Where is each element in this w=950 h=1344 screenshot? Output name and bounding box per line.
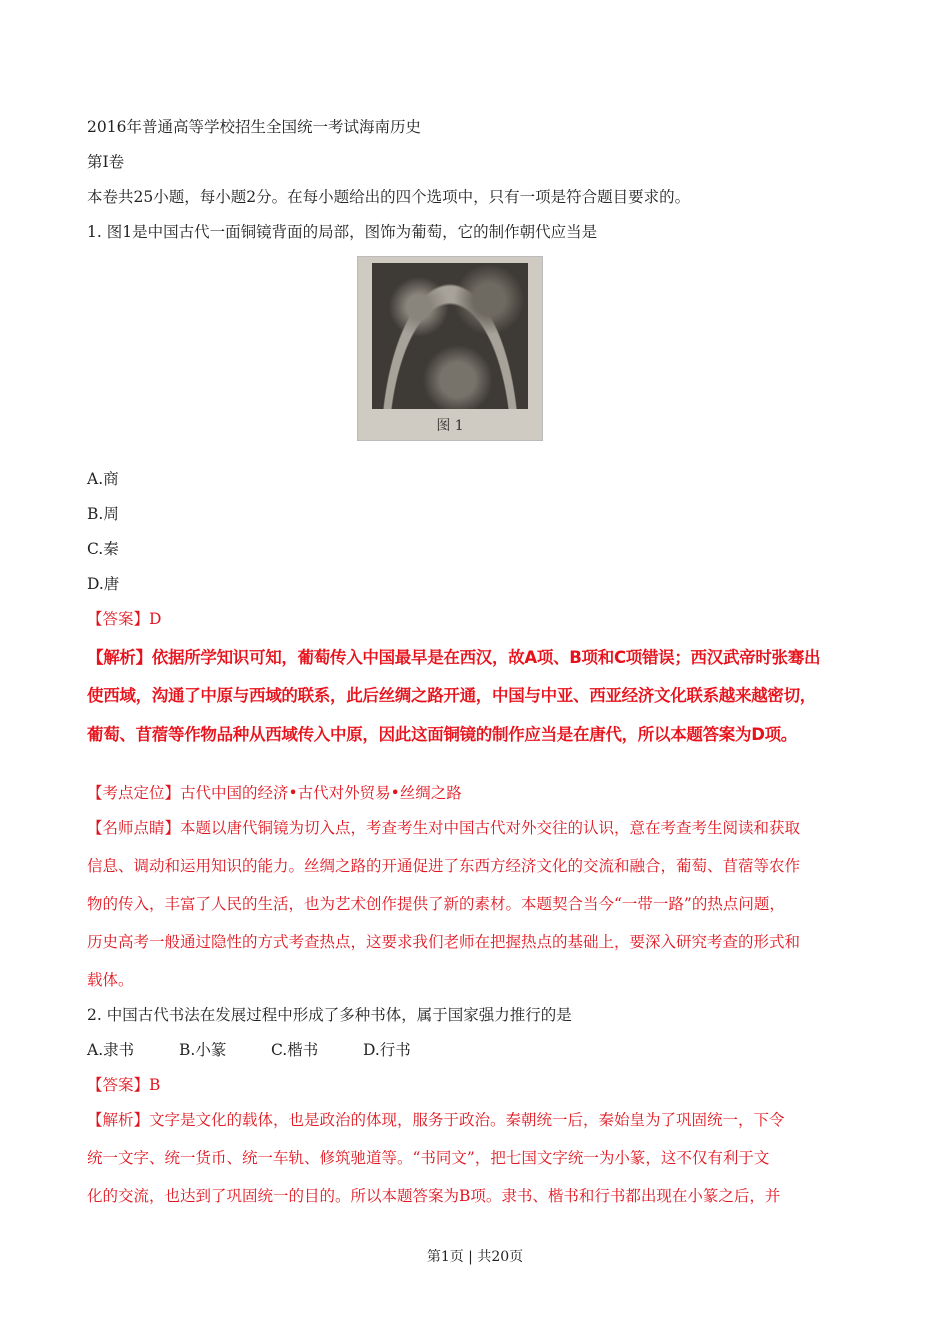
q1-option-b: B.周 [87, 505, 119, 523]
q1-option-d: D.唐 [87, 575, 120, 593]
q2-analysis-line: 化的交流，也达到了巩固统一的目的。所以本题答案为B项。隶书、楷书和行书都出现在小篆之后，并 [87, 1187, 781, 1205]
q1-analysis-line: 葡萄、苜蓿等作物品种从西域传入中原，因此这面铜镜的制作应当是在唐代，所以本题答案为D项。 [87, 725, 797, 744]
section-heading: 第Ⅰ卷 [87, 153, 125, 171]
q1-option-c: C.秦 [87, 540, 119, 558]
q1-teacher-comment-line: 物的传入，丰富了人民的生活，也为艺术创作提供了新的素材。本题契合当今“一带一路”的热点问题， [87, 895, 785, 913]
q2-option-a: A.隶书 [87, 1041, 135, 1059]
q1-teacher-comment-line: 【名师点睛】本题以唐代铜镜为切入点，考查考生对中国古代对外交往的认识，意在考查考生阅读和获取 [87, 819, 801, 837]
q1-teacher-comment-line: 载体。 [87, 971, 134, 989]
bronze-mirror-image [372, 263, 528, 409]
q2-analysis-line: 【解析】文字是文化的载体，也是政治的体现，服务于政治。秦朝统一后，秦始皇为了巩固统一，下令 [87, 1111, 785, 1129]
q2-options [87, 1040, 455, 1060]
q2-analysis-line: 统一文字、统一货币、统一车轨、修筑驰道等。“书同文”，把七国文字统一为小篆，这不仅有利于文 [87, 1149, 770, 1167]
question-2-stem: 2. 中国古代书法在发展过程中形成了多种书体，属于国家强力推行的是 [87, 1006, 572, 1024]
q2-option-b: B.小篆 [179, 1041, 227, 1059]
question-1-stem: 1. 图1是中国古代一面铜镜背面的局部，图饰为葡萄，它的制作朝代应当是 [87, 223, 598, 241]
bronze-mirror-figure [357, 256, 543, 441]
page-footer: 第1页 | 共20页 [426, 1249, 524, 1265]
q2-option-d: D.行书 [363, 1041, 411, 1059]
q1-answer: 【答案】D [87, 610, 162, 628]
q1-analysis-line: 【解析】依据所学知识可知，葡萄传入中国最早是在西汉，故A项、B项和C项错误；西汉武帝时张骞出 [87, 648, 821, 667]
q1-teacher-comment-line: 信息、调动和运用知识的能力。丝绸之路的开通促进了东西方经济文化的交流和融合，葡萄、苜蓿等农作 [87, 857, 801, 875]
q2-option-c: C.楷书 [271, 1041, 319, 1059]
document-title: 2016年普通高等学校招生全国统一考试海南历史 [87, 118, 421, 136]
q1-option-a: A.商 [87, 470, 119, 488]
q2-answer: 【答案】B [87, 1076, 161, 1094]
instructions: 本卷共25小题，每小题2分。在每小题给出的四个选项中，只有一项是符合题目要求的。 [87, 188, 691, 206]
q1-analysis-line: 使西域，沟通了中原与西域的联系，此后丝绸之路开通，中国与中亚、西亚经济文化联系越来越密切， [87, 686, 817, 705]
q1-knowledge-point: 【考点定位】古代中国的经济•古代对外贸易•丝绸之路 [87, 784, 462, 802]
figure-caption: 图 1 [436, 418, 464, 434]
q1-teacher-comment-line: 历史高考一般通过隐性的方式考查热点，这要求我们老师在把握热点的基础上，要深入研究考查的形式和 [87, 933, 801, 951]
